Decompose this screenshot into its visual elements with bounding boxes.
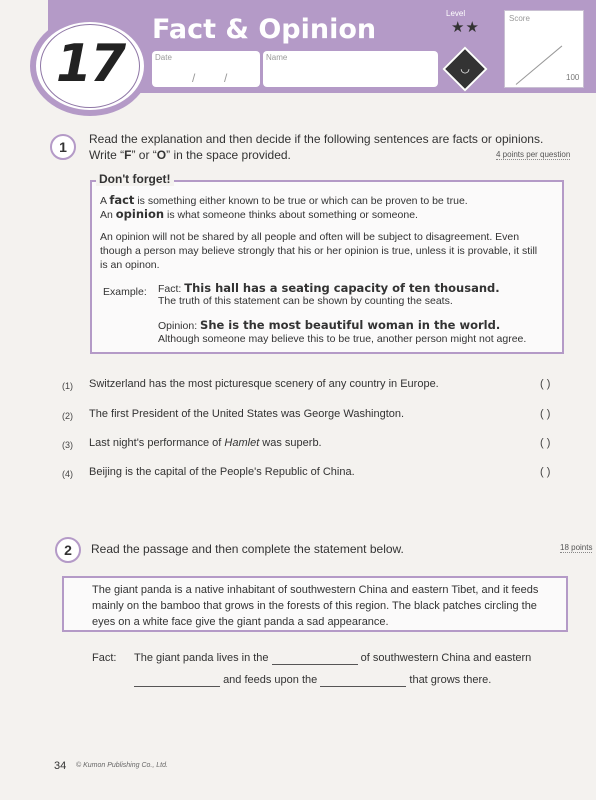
fact-definition: A fact is something either known to be true or which can be proven to be true. xyxy=(100,193,468,207)
answer-blank[interactable]: ( ) xyxy=(540,408,551,420)
question-number: (3) xyxy=(62,440,73,450)
name-label: Name xyxy=(266,53,288,62)
opinion-definition: An opinion is what someone thinks about something or someone. xyxy=(100,207,418,221)
question-text: Switzerland has the most picturesque scenery of any country in Europe. xyxy=(89,378,439,390)
level-label: Level xyxy=(446,9,466,18)
note-paragraph-line: though a person may believe strongly that his or her opinion is true, unless it is provable, it still xyxy=(100,245,538,257)
date-separator: / xyxy=(224,71,228,85)
opinion-example: Opinion: She is the most beautiful woman in the world. xyxy=(158,318,501,332)
question-text: Last night's performance of Hamlet was superb. xyxy=(89,437,322,449)
page-title: Fact & Opinion xyxy=(152,14,377,45)
name-field[interactable] xyxy=(263,51,438,87)
date-field[interactable] xyxy=(152,51,260,87)
fill-blank-input[interactable] xyxy=(320,674,406,687)
passage-line: mainly on the bamboo that grows in the forests of this region. The black patches circling the xyxy=(92,600,537,612)
page-number: 34 xyxy=(54,760,67,772)
answer-blank[interactable]: ( ) xyxy=(540,378,551,390)
question-number: (1) xyxy=(62,381,73,391)
smile-face-icon: ◡ xyxy=(460,63,470,75)
note-paragraph-line: is an opinon. xyxy=(100,259,160,271)
dont-forget-title: Don't forget! xyxy=(96,172,174,186)
section1-points: 4 points per question xyxy=(496,150,571,159)
fact-example: Fact: This hall has a seating capacity of ten thousand. xyxy=(158,281,500,295)
date-label: Date xyxy=(155,53,172,62)
section-number-2: 2 xyxy=(55,537,81,563)
opinion-example-explanation: Although someone may believe this to be true, another person might not agree. xyxy=(158,333,527,345)
fill-blank-input[interactable] xyxy=(134,674,220,687)
answer-blank[interactable]: ( ) xyxy=(540,437,551,449)
question-number: (4) xyxy=(62,469,73,479)
fill-blank-input[interactable] xyxy=(272,652,358,665)
fact-label: Fact: xyxy=(92,652,117,664)
fact-statement-line2: and feeds upon the that grows there. xyxy=(134,674,491,687)
copyright: © Kumon Publishing Co., Ltd. xyxy=(76,762,168,769)
section1-instruction-line1: Read the explanation and then decide if the following sentences are facts or opinions. xyxy=(89,132,544,146)
fact-example-explanation: The truth of this statement can be shown by counting the seats. xyxy=(158,295,453,307)
lesson-number: 17 xyxy=(55,34,125,94)
level-stars-icon: ★★ xyxy=(451,19,480,36)
score-label: Score xyxy=(509,14,530,23)
score-max: 100 xyxy=(566,73,580,82)
section2-points: 18 points xyxy=(560,543,593,552)
question-text: Beijing is the capital of the People's Republic of China. xyxy=(89,466,355,478)
example-label: Example: xyxy=(103,286,147,298)
date-separator: / xyxy=(192,71,196,85)
answer-blank[interactable]: ( ) xyxy=(540,466,551,478)
section2-instruction: Read the passage and then complete the statement below. xyxy=(91,542,404,556)
section-number-1: 1 xyxy=(50,134,76,160)
passage-line: The giant panda is a native inhabitant of southwestern China and eastern Tibet, and it feeds xyxy=(92,584,539,596)
note-paragraph-line: An opinion will not be shared by all people and often will be subject to disagreement. Even xyxy=(100,231,520,243)
question-text: The first President of the United States was George Washington. xyxy=(89,408,405,420)
section1-instruction-line2: Write “F” or “O” in the space provided. xyxy=(89,148,291,162)
passage-line: eyes on a white face give the giant panda a sad appearance. xyxy=(92,616,389,628)
fact-statement-line1: The giant panda lives in the of southwestern China and eastern xyxy=(134,652,532,664)
question-number: (2) xyxy=(62,411,73,421)
passage-text xyxy=(92,582,562,630)
